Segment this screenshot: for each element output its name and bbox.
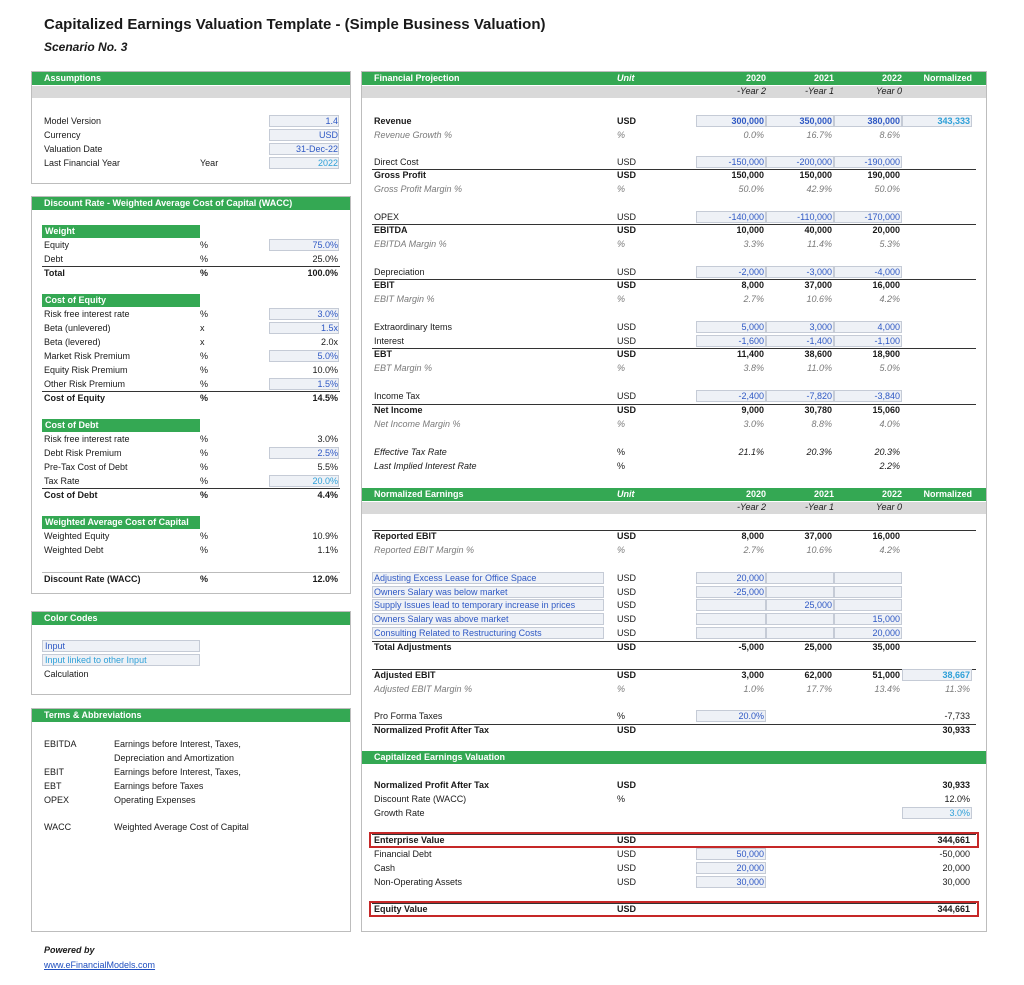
row-label: EBIT bbox=[374, 280, 395, 290]
row-unit: % bbox=[617, 794, 626, 804]
row-market-risk-premium: Market Risk Premium % 5.0% bbox=[44, 351, 338, 361]
row-label: Depreciation bbox=[374, 267, 425, 277]
row-label: EBT bbox=[374, 349, 392, 359]
row-unit: USD bbox=[617, 904, 637, 914]
value-col-0: 10,000 bbox=[736, 225, 764, 235]
value-col-2: 5.3% bbox=[879, 239, 900, 249]
row-other-risk-premium: Other Risk Premium % 1.5% bbox=[44, 379, 338, 389]
row-label: Net Income bbox=[374, 405, 423, 415]
row-valuation-date: Valuation Date 31-Dec-22 bbox=[44, 144, 338, 154]
term-opex: OPEX Operating Expenses bbox=[44, 795, 196, 805]
value-input-box[interactable] bbox=[834, 572, 902, 584]
value-col-0: 1.0% bbox=[743, 684, 764, 694]
value-col-1: 10.6% bbox=[806, 294, 832, 304]
row-label: Adjusted EBIT bbox=[374, 670, 436, 680]
cost-of-equity-subheader: Cost of Equity bbox=[42, 294, 200, 307]
value-col-2: -4,000 bbox=[874, 267, 900, 277]
row-divider bbox=[372, 834, 976, 835]
row-label: Direct Cost bbox=[374, 157, 419, 167]
scenario-subtitle: Scenario No. 3 bbox=[44, 40, 128, 54]
row-label: Extraordinary Items bbox=[374, 322, 453, 332]
value-col-2: 35,000 bbox=[872, 642, 900, 652]
row-unit: % bbox=[617, 363, 626, 373]
projection-row-opex bbox=[362, 211, 986, 224]
row-label: Consulting Related to Restructuring Costs bbox=[374, 628, 542, 638]
row-total-weight: Total % 100.0% bbox=[44, 268, 338, 278]
value-col-1: 30,780 bbox=[804, 405, 832, 415]
row-label: Supply Issues lead to temporary increase in prices bbox=[374, 600, 576, 610]
value-col-2: 20,000 bbox=[872, 225, 900, 235]
term-ebitda: EBITDA Earnings before Interest, Taxes, bbox=[44, 739, 241, 749]
row-label: Enterprise Value bbox=[374, 835, 445, 845]
projection-panel bbox=[361, 71, 987, 932]
row-weighted-equity: Weighted Equity % 10.9% bbox=[44, 531, 338, 541]
value-col-0: 150,000 bbox=[731, 170, 764, 180]
wacc-panel bbox=[31, 196, 351, 594]
value-col-0: 11,400 bbox=[736, 349, 764, 359]
value-col-1: 17.7% bbox=[806, 684, 832, 694]
row-label: Total Adjustments bbox=[374, 642, 452, 652]
value-col-1: -7,820 bbox=[806, 391, 832, 401]
row-unit: USD bbox=[617, 670, 637, 680]
value-col-2: -190,000 bbox=[864, 157, 900, 167]
value-input-box[interactable] bbox=[696, 599, 766, 611]
value-col-1: 25,000 bbox=[804, 642, 832, 652]
value-col-0: 20.0% bbox=[738, 711, 764, 721]
term-ebit: EBIT Earnings before Interest, Taxes, bbox=[44, 767, 241, 777]
projection-header: Financial Projection Unit 2020 2021 2022 Normalized bbox=[362, 72, 986, 85]
value-input-box[interactable] bbox=[834, 599, 902, 611]
wacc-header: Discount Rate - Weighted Average Cost of Capital (WACC) bbox=[32, 197, 350, 210]
value-col-0: 8,000 bbox=[741, 280, 764, 290]
row-label: Effective Tax Rate bbox=[374, 447, 447, 457]
row-label: EBITDA bbox=[374, 225, 408, 235]
projection-row-direct-cost bbox=[362, 156, 986, 169]
terms-header: Terms & Abbreviations bbox=[32, 709, 350, 722]
color-codes-header: Color Codes bbox=[32, 612, 350, 625]
row-value: 30,933 bbox=[942, 780, 970, 790]
row-label: Growth Rate bbox=[374, 808, 425, 818]
term-wacc: WACC Weighted Average Cost of Capital bbox=[44, 822, 249, 832]
row-value: 30,000 bbox=[942, 877, 970, 887]
row-cost-of-equity: Cost of Equity % 14.5% bbox=[44, 393, 338, 403]
normalized-row-adjusting-excess-lease-for-office-space bbox=[362, 572, 986, 585]
projection-row-ebt-margin bbox=[362, 362, 986, 375]
value-col-0: 2.7% bbox=[743, 545, 764, 555]
row-unit: USD bbox=[617, 267, 637, 277]
row-unit: USD bbox=[617, 573, 637, 583]
input-value: 30,000 bbox=[736, 877, 764, 887]
normalized-row-total-adjustments bbox=[362, 641, 986, 654]
value-col-1: 40,000 bbox=[804, 225, 832, 235]
value-col-1: -110,000 bbox=[797, 212, 832, 222]
row-unit: USD bbox=[617, 349, 637, 359]
row-label: Normalized Profit After Tax bbox=[374, 725, 490, 735]
row-label: Cash bbox=[374, 863, 396, 873]
value-col-2: 380,000 bbox=[867, 116, 900, 126]
value-col-0: 3.3% bbox=[743, 239, 764, 249]
projection-row-ebitda bbox=[362, 224, 986, 237]
capitalized-row-non-operating-assets bbox=[362, 876, 986, 889]
row-label: Reported EBIT Margin % bbox=[374, 545, 475, 555]
value-col-1: 3,000 bbox=[809, 322, 832, 332]
header-spacer bbox=[32, 86, 350, 98]
value-col-1: -200,000 bbox=[796, 157, 832, 167]
row-debt-risk-premium: Debt Risk Premium % 2.5% bbox=[44, 448, 338, 458]
normalized-row-normalized-profit-after-tax bbox=[362, 724, 986, 737]
row-unit: USD bbox=[617, 835, 637, 845]
value-col-0: -5,000 bbox=[738, 642, 764, 652]
value-col-0: 20,000 bbox=[736, 573, 764, 583]
row-unit: USD bbox=[617, 405, 637, 415]
value-col-2: 13.4% bbox=[874, 684, 900, 694]
input-swatch: Input bbox=[42, 640, 200, 652]
row-equity-risk-premium: Equity Risk Premium % 10.0% bbox=[44, 365, 338, 375]
capitalized-row-normalized-profit-after-tax bbox=[362, 779, 986, 792]
normalized-row-owners-salary-was-above-market bbox=[362, 613, 986, 626]
powered-by: Powered by bbox=[44, 945, 95, 955]
row-unit: USD bbox=[617, 170, 637, 180]
projection-row-gross-profit-margin bbox=[362, 183, 986, 196]
cost-of-debt-subheader: Cost of Debt bbox=[42, 419, 200, 432]
row-value: 20,000 bbox=[942, 863, 970, 873]
row-discount-rate: Discount Rate (WACC) % 12.0% bbox=[44, 574, 338, 584]
row-label: Last Implied Interest Rate bbox=[374, 461, 477, 471]
color-codes-panel bbox=[31, 611, 351, 695]
value-input-box[interactable] bbox=[696, 613, 766, 625]
value-col-2: 2.2% bbox=[879, 461, 900, 471]
row-label: Income Tax bbox=[374, 391, 420, 401]
weight-subheader: Weight bbox=[42, 225, 200, 238]
row-beta-unlevered: Beta (unlevered) x 1.5x bbox=[44, 323, 338, 333]
projection-row-net-income-margin bbox=[362, 418, 986, 431]
projection-row-ebit bbox=[362, 279, 986, 292]
row-beta-levered: Beta (levered) x 2.0x bbox=[44, 337, 338, 347]
normalized-row-reported-ebit bbox=[362, 530, 986, 543]
website-link[interactable]: www.eFinancialModels.com bbox=[44, 960, 156, 970]
projection-row-revenue-growth bbox=[362, 129, 986, 142]
value-col-2: 20.3% bbox=[874, 447, 900, 457]
row-label: Revenue bbox=[374, 116, 412, 126]
value-col-2: 50.0% bbox=[874, 184, 900, 194]
value-col-0: 5,000 bbox=[741, 322, 764, 332]
value-col-2: 18,900 bbox=[872, 349, 900, 359]
value-col-0: -150,000 bbox=[728, 157, 764, 167]
row-label: Reported EBIT bbox=[374, 531, 437, 541]
value-col-1: 10.6% bbox=[806, 545, 832, 555]
row-last-financial-year: Last Financial Year Year 2022 bbox=[44, 158, 338, 168]
row-value: 344,661 bbox=[937, 904, 970, 914]
row-label: Financial Debt bbox=[374, 849, 432, 859]
value-input-box[interactable] bbox=[834, 586, 902, 598]
row-unit: % bbox=[617, 447, 626, 457]
value-col-0: -2,400 bbox=[738, 391, 764, 401]
capitalized-row-growth-rate bbox=[362, 807, 986, 820]
row-label: Discount Rate (WACC) bbox=[374, 794, 467, 804]
row-unit: % bbox=[617, 130, 626, 140]
capitalized-row-financial-debt bbox=[362, 848, 986, 861]
row-currency: Currency USD bbox=[44, 130, 338, 140]
row-label: Owners Salary was above market bbox=[374, 614, 509, 624]
row-label: Interest bbox=[374, 336, 405, 346]
value-col-1: 350,000 bbox=[799, 116, 832, 126]
row-cost-of-debt: Cost of Debt % 4.4% bbox=[44, 490, 338, 500]
value-col-1: 20.3% bbox=[806, 447, 832, 457]
value-col-0: 2.7% bbox=[743, 294, 764, 304]
value-col-1: 42.9% bbox=[806, 184, 832, 194]
value-col-1: 38,600 bbox=[804, 349, 832, 359]
value-col-3: 38,667 bbox=[942, 670, 970, 680]
row-unit: USD bbox=[617, 212, 637, 222]
row-label: Revenue Growth % bbox=[374, 130, 453, 140]
row-unit: USD bbox=[617, 780, 637, 790]
value-col-1: 8.8% bbox=[811, 419, 832, 429]
value-input-box[interactable] bbox=[696, 627, 766, 639]
value-col-2: 15,060 bbox=[872, 405, 900, 415]
row-value: -50,000 bbox=[939, 849, 970, 859]
value-col-2: 16,000 bbox=[872, 531, 900, 541]
row-label: Adjusting Excess Lease for Office Space bbox=[374, 573, 537, 583]
row-risk-free: Risk free interest rate % 3.0% bbox=[44, 309, 338, 319]
value-col-1: 25,000 bbox=[804, 600, 832, 610]
terms-panel bbox=[31, 708, 351, 932]
assumptions-panel bbox=[31, 71, 351, 184]
value-col-0: -2,000 bbox=[738, 267, 764, 277]
projection-row-depreciation bbox=[362, 266, 986, 279]
row-unit: % bbox=[617, 239, 626, 249]
value-input-box[interactable] bbox=[766, 613, 834, 625]
capitalized-header: Capitalized Earnings Valuation bbox=[362, 751, 986, 764]
normalized-row-adjusted-ebit bbox=[362, 669, 986, 682]
capitalized-row-enterprise-value bbox=[362, 834, 986, 847]
row-debt-weight: Debt % 25.0% bbox=[44, 254, 338, 264]
row-label: EBIT Margin % bbox=[374, 294, 435, 304]
projection-row-extraordinary-items bbox=[362, 321, 986, 334]
projection-row-last-implied-interest-rate bbox=[362, 460, 986, 473]
row-label: Normalized Profit After Tax bbox=[374, 780, 490, 790]
value-col-2: -3,840 bbox=[874, 391, 900, 401]
value-col-0: 21.1% bbox=[738, 447, 764, 457]
projection-row-revenue bbox=[362, 115, 986, 128]
value-col-1: 11.4% bbox=[807, 239, 832, 249]
row-label: Net Income Margin % bbox=[374, 419, 461, 429]
value-col-0: -140,000 bbox=[728, 212, 764, 222]
row-unit: % bbox=[617, 711, 626, 721]
value-col-2: -170,000 bbox=[864, 212, 900, 222]
projection-row-income-tax bbox=[362, 390, 986, 403]
row-unit: USD bbox=[617, 225, 637, 235]
row-pretax-cost-of-debt: Pre-Tax Cost of Debt % 5.5% bbox=[44, 462, 338, 472]
normalized-year-label-bar: -Year 2 -Year 1 Year 0 bbox=[362, 502, 986, 514]
row-unit: USD bbox=[617, 725, 637, 735]
value-col-1: 62,000 bbox=[804, 670, 832, 680]
row-unit: USD bbox=[617, 600, 637, 610]
value-col-0: 3.8% bbox=[743, 363, 764, 373]
row-unit: % bbox=[617, 684, 626, 694]
value-col-0: 0.0% bbox=[743, 130, 764, 140]
value-col-2: 4,000 bbox=[877, 322, 900, 332]
value-col-0: 3.0% bbox=[743, 419, 764, 429]
value-col-0: 50.0% bbox=[738, 184, 764, 194]
normalized-row-reported-ebit-margin bbox=[362, 544, 986, 557]
row-unit: % bbox=[617, 461, 626, 471]
value-col-0: 8,000 bbox=[741, 531, 764, 541]
row-model-version: Model Version 1.4 bbox=[44, 116, 338, 126]
row-unit: USD bbox=[617, 116, 637, 126]
value-col-1: 150,000 bbox=[799, 170, 832, 180]
normalized-row-adjusted-ebit-margin bbox=[362, 683, 986, 696]
value-col-0: 9,000 bbox=[741, 405, 764, 415]
value-col-1: -1,400 bbox=[806, 336, 832, 346]
row-value: 3.0% bbox=[949, 808, 970, 818]
value-input-box[interactable] bbox=[766, 586, 834, 598]
normalized-row-supply-issues-lead-to-temporary-increase-in-prices bbox=[362, 599, 986, 612]
value-col-1: 37,000 bbox=[804, 531, 832, 541]
row-unit: USD bbox=[617, 322, 637, 332]
row-label: EBT Margin % bbox=[374, 363, 433, 373]
row-label: EBITDA Margin % bbox=[374, 239, 447, 249]
value-col-2: 20,000 bbox=[872, 628, 900, 638]
value-col-3: 30,933 bbox=[942, 725, 970, 735]
row-unit: USD bbox=[617, 531, 637, 541]
projection-row-ebt bbox=[362, 348, 986, 361]
wacc-calc-subheader: Weighted Average Cost of Capital bbox=[42, 516, 200, 529]
projection-row-effective-tax-rate bbox=[362, 446, 986, 459]
row-value: 12.0% bbox=[944, 794, 970, 804]
projection-row-gross-profit bbox=[362, 169, 986, 182]
value-col-2: 5.0% bbox=[879, 363, 900, 373]
row-debt-risk-free: Risk free interest rate % 3.0% bbox=[44, 434, 338, 444]
row-unit: % bbox=[617, 419, 626, 429]
value-col-2: 51,000 bbox=[872, 670, 900, 680]
row-label: OPEX bbox=[374, 212, 400, 222]
term-ebt: EBT Earnings before Taxes bbox=[44, 781, 204, 791]
input-value: 50,000 bbox=[736, 849, 764, 859]
calculation-swatch: Calculation bbox=[44, 669, 89, 679]
row-label: Pro Forma Taxes bbox=[374, 711, 443, 721]
term-ebitda-cont: Depreciation and Amortization bbox=[114, 753, 235, 763]
row-value: 344,661 bbox=[937, 835, 970, 845]
value-col-0: 300,000 bbox=[731, 116, 764, 126]
linked-input-swatch: Input linked to other Input bbox=[42, 654, 200, 666]
row-unit: USD bbox=[617, 336, 637, 346]
row-unit: USD bbox=[617, 877, 637, 887]
row-unit: USD bbox=[617, 849, 637, 859]
capitalized-row-cash bbox=[362, 862, 986, 875]
row-label: Gross Profit bbox=[374, 170, 427, 180]
row-label: Owners Salary was below market bbox=[374, 587, 508, 597]
value-col-2: 16,000 bbox=[872, 280, 900, 290]
row-label: Equity Value bbox=[374, 904, 428, 914]
value-col-0: -25,000 bbox=[733, 587, 764, 597]
row-unit: USD bbox=[617, 587, 637, 597]
value-col-0: 3,000 bbox=[741, 670, 764, 680]
projection-row-interest bbox=[362, 335, 986, 348]
value-col-3: 343,333 bbox=[937, 116, 970, 126]
row-unit: % bbox=[617, 184, 626, 194]
value-col-2: 4.2% bbox=[879, 294, 900, 304]
value-input-box[interactable] bbox=[766, 627, 834, 639]
normalized-row-consulting-related-to-restructuring-costs bbox=[362, 627, 986, 640]
row-unit: USD bbox=[617, 628, 637, 638]
projection-row-ebit-margin bbox=[362, 293, 986, 306]
value-col-3: -7,733 bbox=[944, 711, 970, 721]
row-unit: USD bbox=[617, 614, 637, 624]
projection-row-net-income bbox=[362, 404, 986, 417]
row-unit: % bbox=[617, 294, 626, 304]
value-col-1: 37,000 bbox=[804, 280, 832, 290]
capitalized-row-equity-value bbox=[362, 903, 986, 916]
row-label: Gross Profit Margin % bbox=[374, 184, 463, 194]
value-col-3: 11.3% bbox=[945, 684, 970, 694]
assumptions-header: Assumptions bbox=[32, 72, 350, 85]
row-unit: USD bbox=[617, 391, 637, 401]
value-col-2: 190,000 bbox=[867, 170, 900, 180]
row-divider bbox=[372, 903, 976, 904]
capitalized-row-discount-rate-wacc bbox=[362, 793, 986, 806]
normalized-header: Normalized Earnings Unit 2020 2021 2022 Normalized bbox=[362, 488, 986, 501]
value-col-2: 4.2% bbox=[879, 545, 900, 555]
normalized-row-owners-salary-was-below-market bbox=[362, 586, 986, 599]
row-unit: USD bbox=[617, 863, 637, 873]
year-label-bar: -Year 2 -Year 1 Year 0 bbox=[362, 86, 986, 98]
value-col-2: -1,100 bbox=[874, 336, 900, 346]
row-weighted-debt: Weighted Debt % 1.1% bbox=[44, 545, 338, 555]
input-value: 20,000 bbox=[736, 863, 764, 873]
row-tax-rate: Tax Rate % 20.0% bbox=[44, 476, 338, 486]
value-col-2: 15,000 bbox=[872, 614, 900, 624]
row-label: Non-Operating Assets bbox=[374, 877, 463, 887]
value-input-box[interactable] bbox=[766, 572, 834, 584]
row-unit: USD bbox=[617, 157, 637, 167]
page-title: Capitalized Earnings Valuation Template - (Simple Business Valuation) bbox=[44, 16, 546, 33]
row-unit: % bbox=[617, 545, 626, 555]
value-col-1: 11.0% bbox=[807, 363, 832, 373]
row-unit: USD bbox=[617, 280, 637, 290]
row-equity-weight: Equity % 75.0% bbox=[44, 240, 338, 250]
row-unit: USD bbox=[617, 642, 637, 652]
row-label: Adjusted EBIT Margin % bbox=[374, 684, 473, 694]
value-col-1: 16.7% bbox=[806, 130, 832, 140]
normalized-row-pro-forma-taxes bbox=[362, 710, 986, 723]
value-col-1: -3,000 bbox=[806, 267, 832, 277]
value-col-0: -1,600 bbox=[738, 336, 764, 346]
projection-row-ebitda-margin bbox=[362, 238, 986, 251]
value-col-2: 8.6% bbox=[879, 130, 900, 140]
value-col-2: 4.0% bbox=[879, 419, 900, 429]
